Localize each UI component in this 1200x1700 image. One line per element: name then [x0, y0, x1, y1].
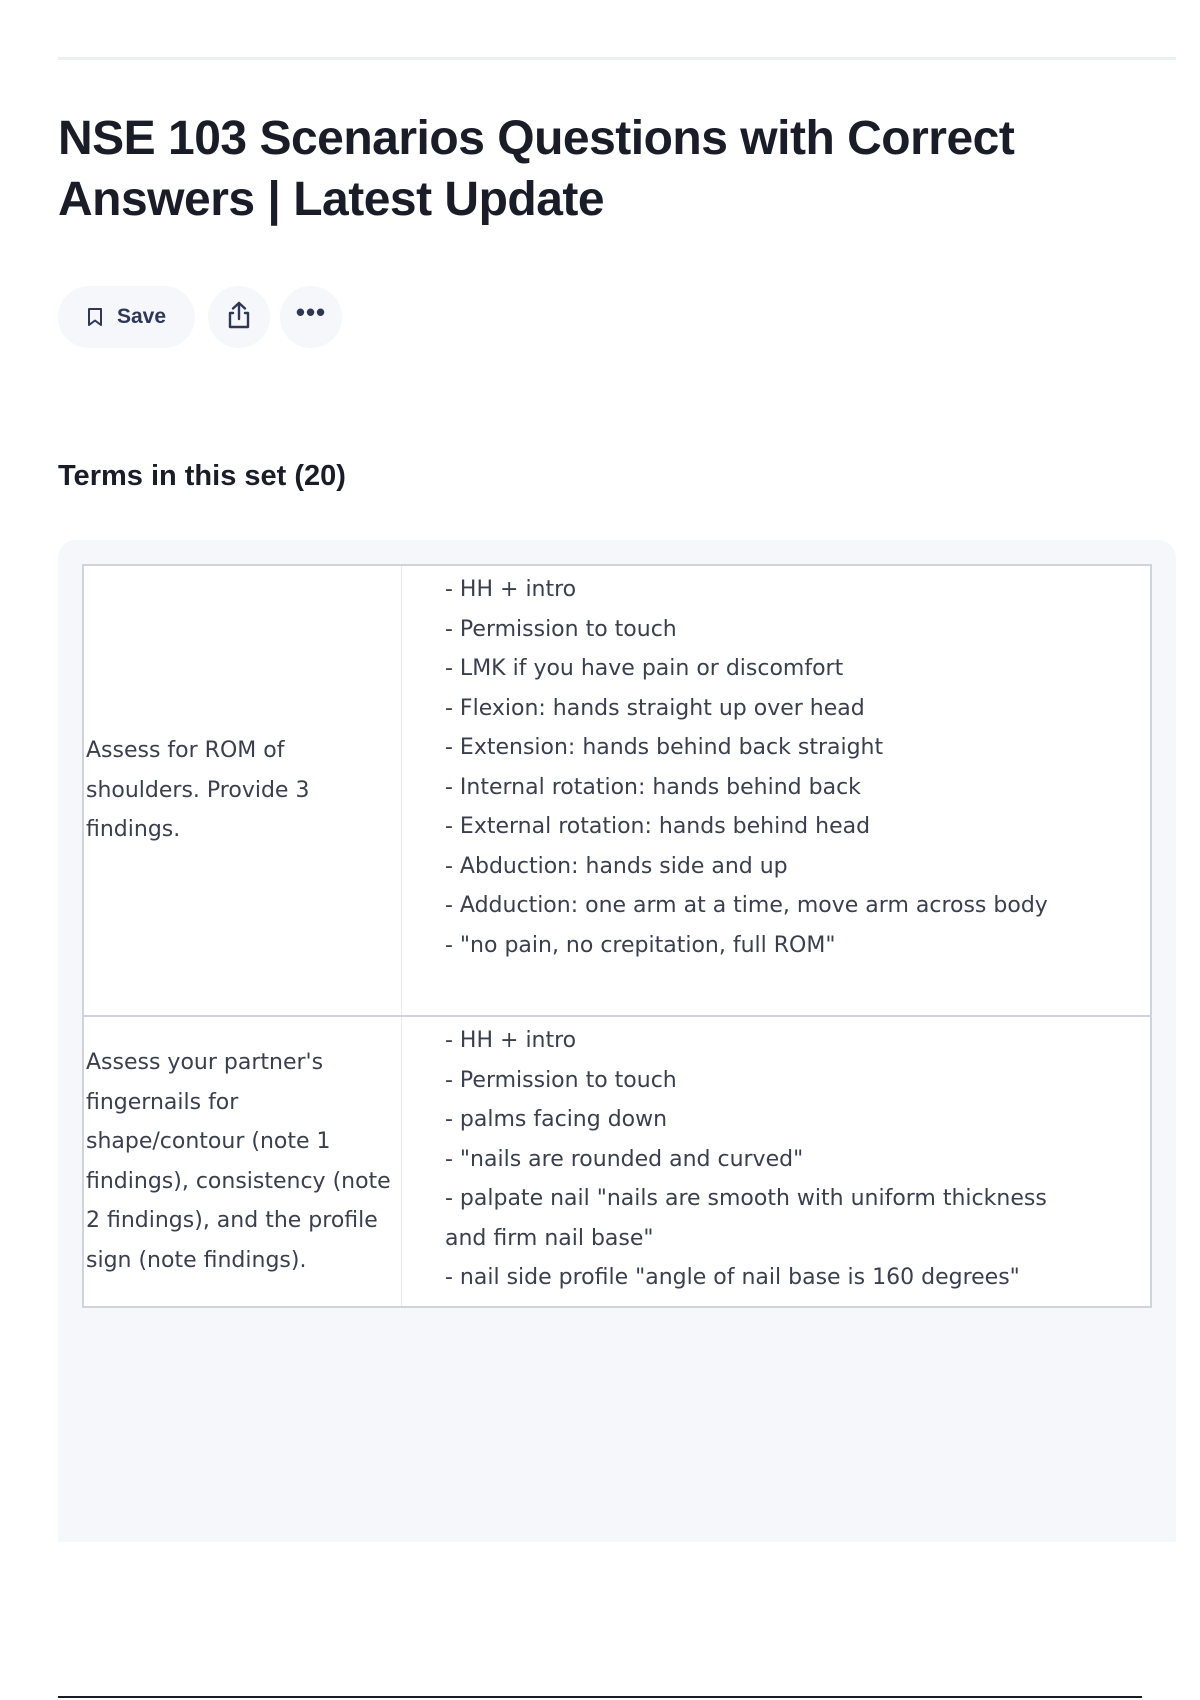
definition-line: - LMK if you have pain or discomfort	[445, 656, 844, 681]
definition	[402, 1017, 1150, 1306]
save-button-label: Save	[116, 305, 167, 328]
definition-line: - "nails are rounded and curved"	[445, 1146, 804, 1172]
terms-table	[82, 564, 1152, 1308]
term-row	[84, 566, 1150, 1015]
term-row	[84, 1015, 1150, 1306]
share-icon	[225, 300, 253, 335]
definition-line: - External rotation: hands behind head	[445, 814, 871, 839]
definition-line: - HH + intro	[445, 577, 577, 602]
definition-line: - Permission to touch	[445, 1067, 677, 1093]
definition-line: - Internal rotation: hands behind back	[445, 774, 861, 800]
definition-line: - palpate nail "nails are smooth with uniform thickness and firm nail base"	[445, 1186, 1047, 1251]
definition	[402, 566, 1150, 1015]
term-text: Assess for ROM of shoulders. Provide 3 findings.	[84, 566, 402, 1015]
bottom-divider	[58, 1696, 1142, 1698]
page-title: NSE 103 Scenarios Questions with Correct Answers | Latest Update	[58, 112, 1015, 226]
definition-line: - HH + intro	[445, 1028, 577, 1053]
bookmark-icon	[87, 307, 103, 327]
save-button[interactable]	[58, 286, 195, 348]
top-divider	[58, 57, 1176, 60]
more-options-button[interactable]	[280, 286, 342, 348]
definition-line: - Permission to touch	[445, 616, 677, 642]
more-options-icon: •••	[295, 296, 327, 327]
term-text: Assess your partner's fingernails for shape/contour (note 1 findings), consistency (note 2 findings), and the profile sign (note findings).	[84, 1017, 402, 1306]
terms-panel	[58, 540, 1176, 1542]
share-button[interactable]	[208, 286, 270, 348]
definition-line: - Adduction: one arm at a time, move arm across body	[445, 893, 1048, 918]
definition-line: - "no pain, no crepitation, full ROM"	[445, 932, 836, 958]
terms-heading: Terms in this set (20)	[58, 460, 346, 492]
definition-line: - palms facing down	[445, 1107, 668, 1132]
definition-line: - Flexion: hands straight up over head	[445, 695, 865, 721]
definition-line: - Extension: hands behind back straight	[445, 735, 884, 760]
definition-line: - nail side profile "angle of nail base is 160 degrees"	[445, 1265, 1020, 1290]
definition-line: - Abduction: hands side and up	[445, 853, 788, 879]
